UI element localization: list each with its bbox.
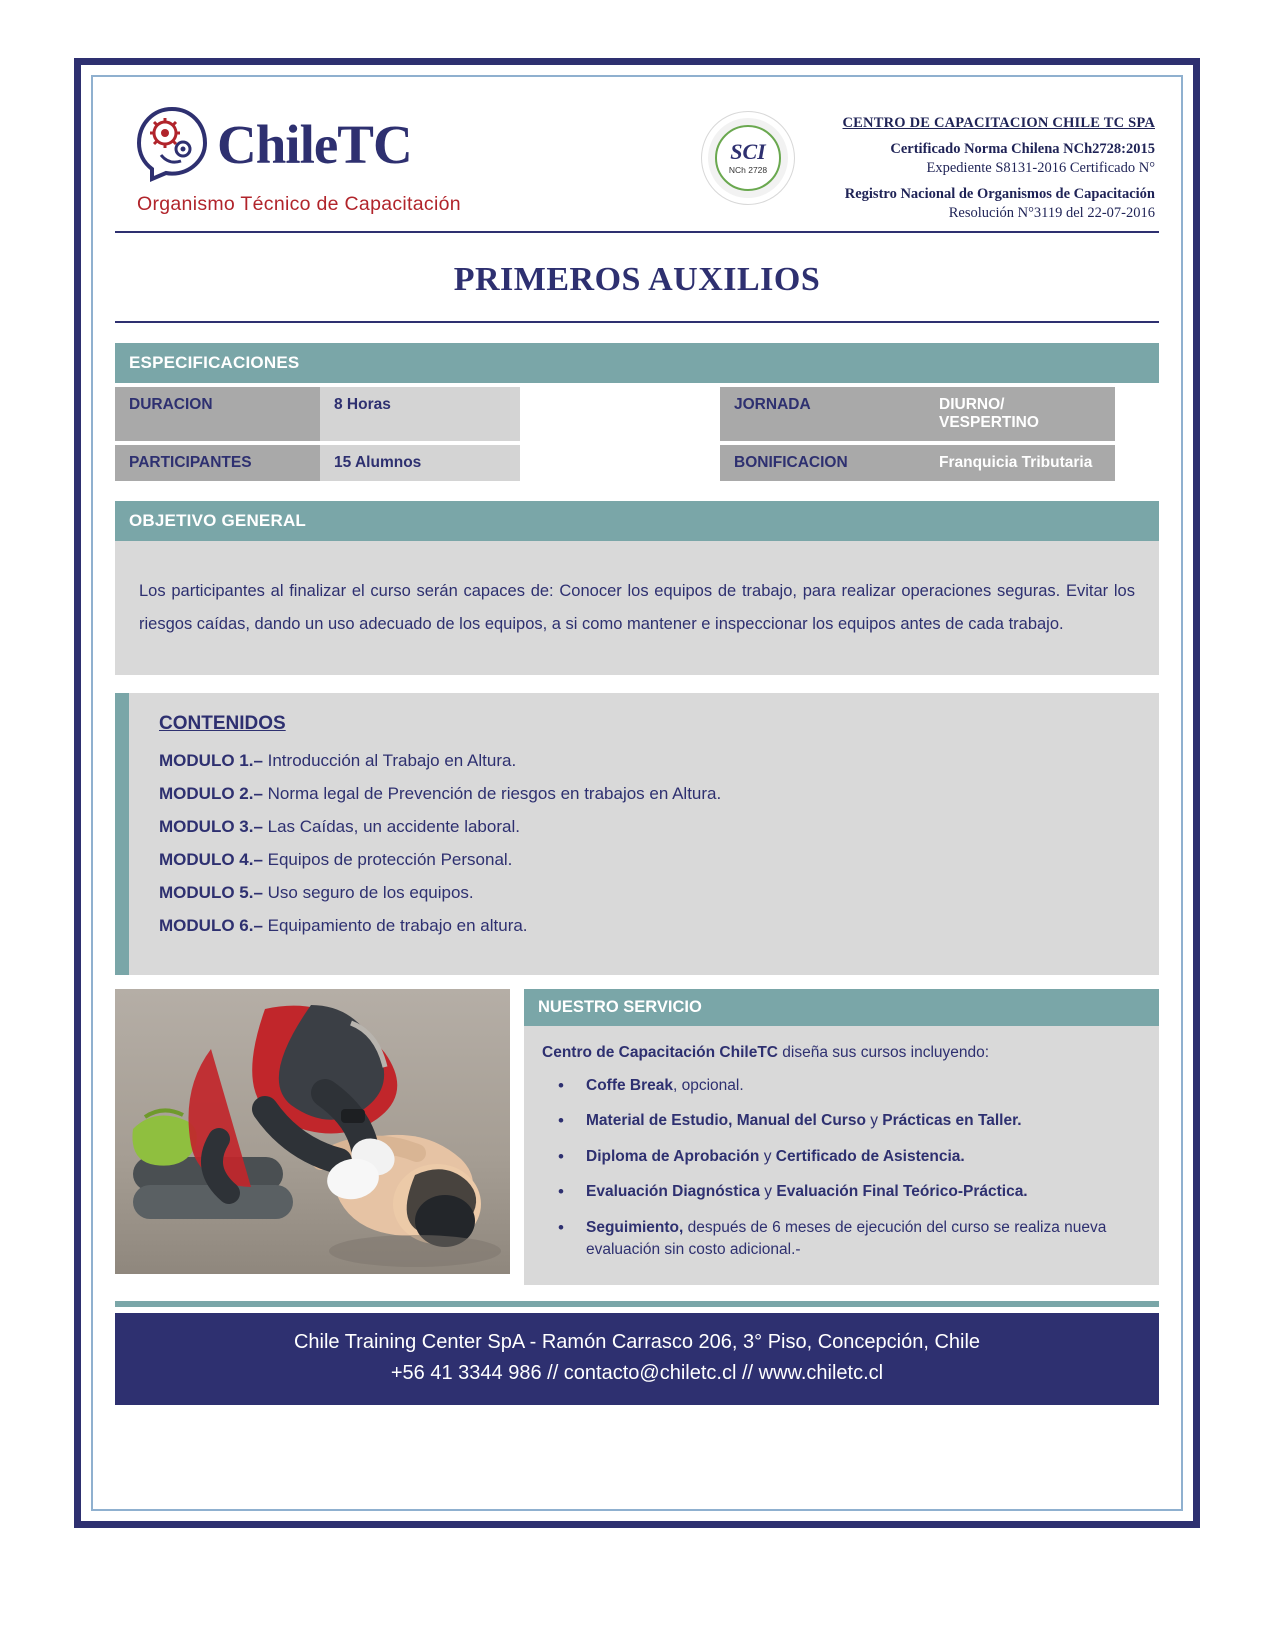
document-page [74, 58, 1200, 1528]
objective-section [115, 501, 1159, 675]
module-text: Equipamiento de trabajo en altura. [262, 916, 528, 935]
list-item [586, 1146, 1143, 1168]
resolution-line: Resolución N°3119 del 22-07-2016 [948, 205, 1155, 221]
specifications-section [115, 343, 1159, 481]
logo-wordmark: ChileTC [217, 113, 412, 175]
module-number: MODULO 4.– [159, 850, 263, 869]
company-name: CENTRO DE CAPACITACION CHILE TC SPA [842, 115, 1155, 131]
service-intro [542, 1044, 1143, 1062]
table-row [115, 445, 1159, 481]
module-text: Norma legal de Prevención de riesgos en trabajos en Altura. [262, 784, 722, 803]
expediente-line: Expediente S8131-2016 Certificado N° [926, 160, 1155, 176]
item-rest: y [760, 1183, 777, 1201]
list-item [159, 883, 1129, 903]
objective-text: Los participantes al finalizar el curso serán capaces de: Conocer los equipos de trabajo, para realizar operaciones seguras. Evitar los riesgos caídas, dando un uso adecuado de los equipos, a si como mantener e inspeccionar los equipos antes de cada trabajo. [115, 541, 1159, 675]
jornada-value: DIURNO/ VESPERTINO [925, 387, 1115, 441]
module-text: Las Caídas, un accidente laboral. [262, 817, 520, 836]
item-bold: Material de Estudio, Manual del Curso [586, 1112, 866, 1130]
specifications-table [115, 387, 1159, 481]
page-inner-border [91, 75, 1183, 1511]
item-bold2: Prácticas en Taller. [882, 1112, 1022, 1130]
list-item [586, 1181, 1143, 1203]
module-number: MODULO 1.– [159, 751, 263, 770]
contents-title: CONTENIDOS [159, 713, 286, 734]
list-item [159, 751, 1129, 771]
jornada-label: JORNADA [720, 387, 925, 441]
item-rest: , opcional. [673, 1077, 744, 1094]
list-item [159, 916, 1129, 936]
service-intro-rest: diseña sus cursos incluyendo: [777, 1044, 990, 1061]
module-number: MODULO 2.– [159, 784, 263, 803]
contents-section [115, 693, 1159, 975]
list-item [586, 1110, 1143, 1132]
module-text: Introducción al Trabajo en Altura. [262, 751, 517, 770]
norm-line: Certificado Norma Chilena NCh2728:2015 [890, 141, 1155, 157]
specifications-band: ESPECIFICACIONES [115, 343, 1159, 383]
item-bold: Diploma de Aprobación [586, 1147, 760, 1165]
item-bold: Seguimiento, [586, 1218, 684, 1236]
item-bold2: Evaluación Final Teórico-Práctica. [776, 1183, 1028, 1201]
brand-logo [113, 93, 551, 216]
participants-label: PARTICIPANTES [115, 445, 320, 481]
module-text: Equipos de protección Personal. [262, 850, 513, 869]
participants-value: 15 Alumnos [320, 445, 520, 481]
row-spacer [520, 387, 720, 441]
item-rest: y [759, 1147, 776, 1165]
seal-text: SCI [730, 139, 766, 164]
module-text: Uso seguro de los equipos. [262, 883, 474, 902]
document-header [93, 77, 1181, 225]
item-rest: después de 6 meses de ejecución del curso se realiza nueva evaluación sin costo adicional.- [586, 1218, 1107, 1259]
module-number: MODULO 6.– [159, 916, 263, 935]
cpr-training-photo [115, 989, 510, 1274]
item-bold: Coffe Break [586, 1077, 673, 1094]
list-item [159, 784, 1129, 804]
bonificacion-value: Franquicia Tributaria [925, 445, 1115, 481]
contents-accent-bar [115, 693, 129, 975]
table-row [115, 387, 1159, 441]
list-item [159, 850, 1129, 870]
head-gears-icon [131, 103, 213, 185]
item-bold2: Certificado de Asistencia. [775, 1147, 965, 1165]
certification-seal [701, 111, 797, 205]
objective-band: OBJETIVO GENERAL [115, 501, 1159, 541]
seal-subtext: NCh 2728 [728, 165, 768, 175]
service-items [540, 1075, 1143, 1262]
item-rest: y [865, 1112, 883, 1130]
footer-divider [115, 1301, 1159, 1307]
bonificacion-label: BONIFICACION [720, 445, 925, 481]
duration-value: 8 Horas [320, 387, 520, 441]
title-divider [115, 321, 1159, 323]
footer-contact: +56 41 3344 986 // contacto@chiletc.cl // www.chiletc.cl [390, 1361, 884, 1384]
service-band: NUESTRO SERVICIO [524, 989, 1159, 1026]
service-intro-bold: Centro de Capacitación ChileTC [542, 1044, 778, 1061]
list-item [586, 1217, 1143, 1262]
page-title: PRIMEROS AUXILIOS [453, 261, 821, 298]
module-number: MODULO 5.– [159, 883, 263, 902]
list-item [586, 1075, 1143, 1097]
logo-tagline: Organismo Técnico de Capacitación [137, 193, 461, 215]
service-section [115, 989, 1159, 1285]
module-number: MODULO 3.– [159, 817, 263, 836]
footer-address: Chile Training Center SpA - Ramón Carrasco 206, 3° Piso, Concepción, Chile [293, 1330, 981, 1353]
item-bold: Evaluación Diagnóstica [586, 1183, 760, 1201]
duration-label: DURACION [115, 387, 320, 441]
list-item [159, 817, 1129, 837]
document-footer [115, 1313, 1159, 1405]
registry-line: Registro Nacional de Organismos de Capacitación [844, 186, 1155, 202]
row-spacer [520, 445, 720, 481]
certification-details [797, 93, 1161, 222]
